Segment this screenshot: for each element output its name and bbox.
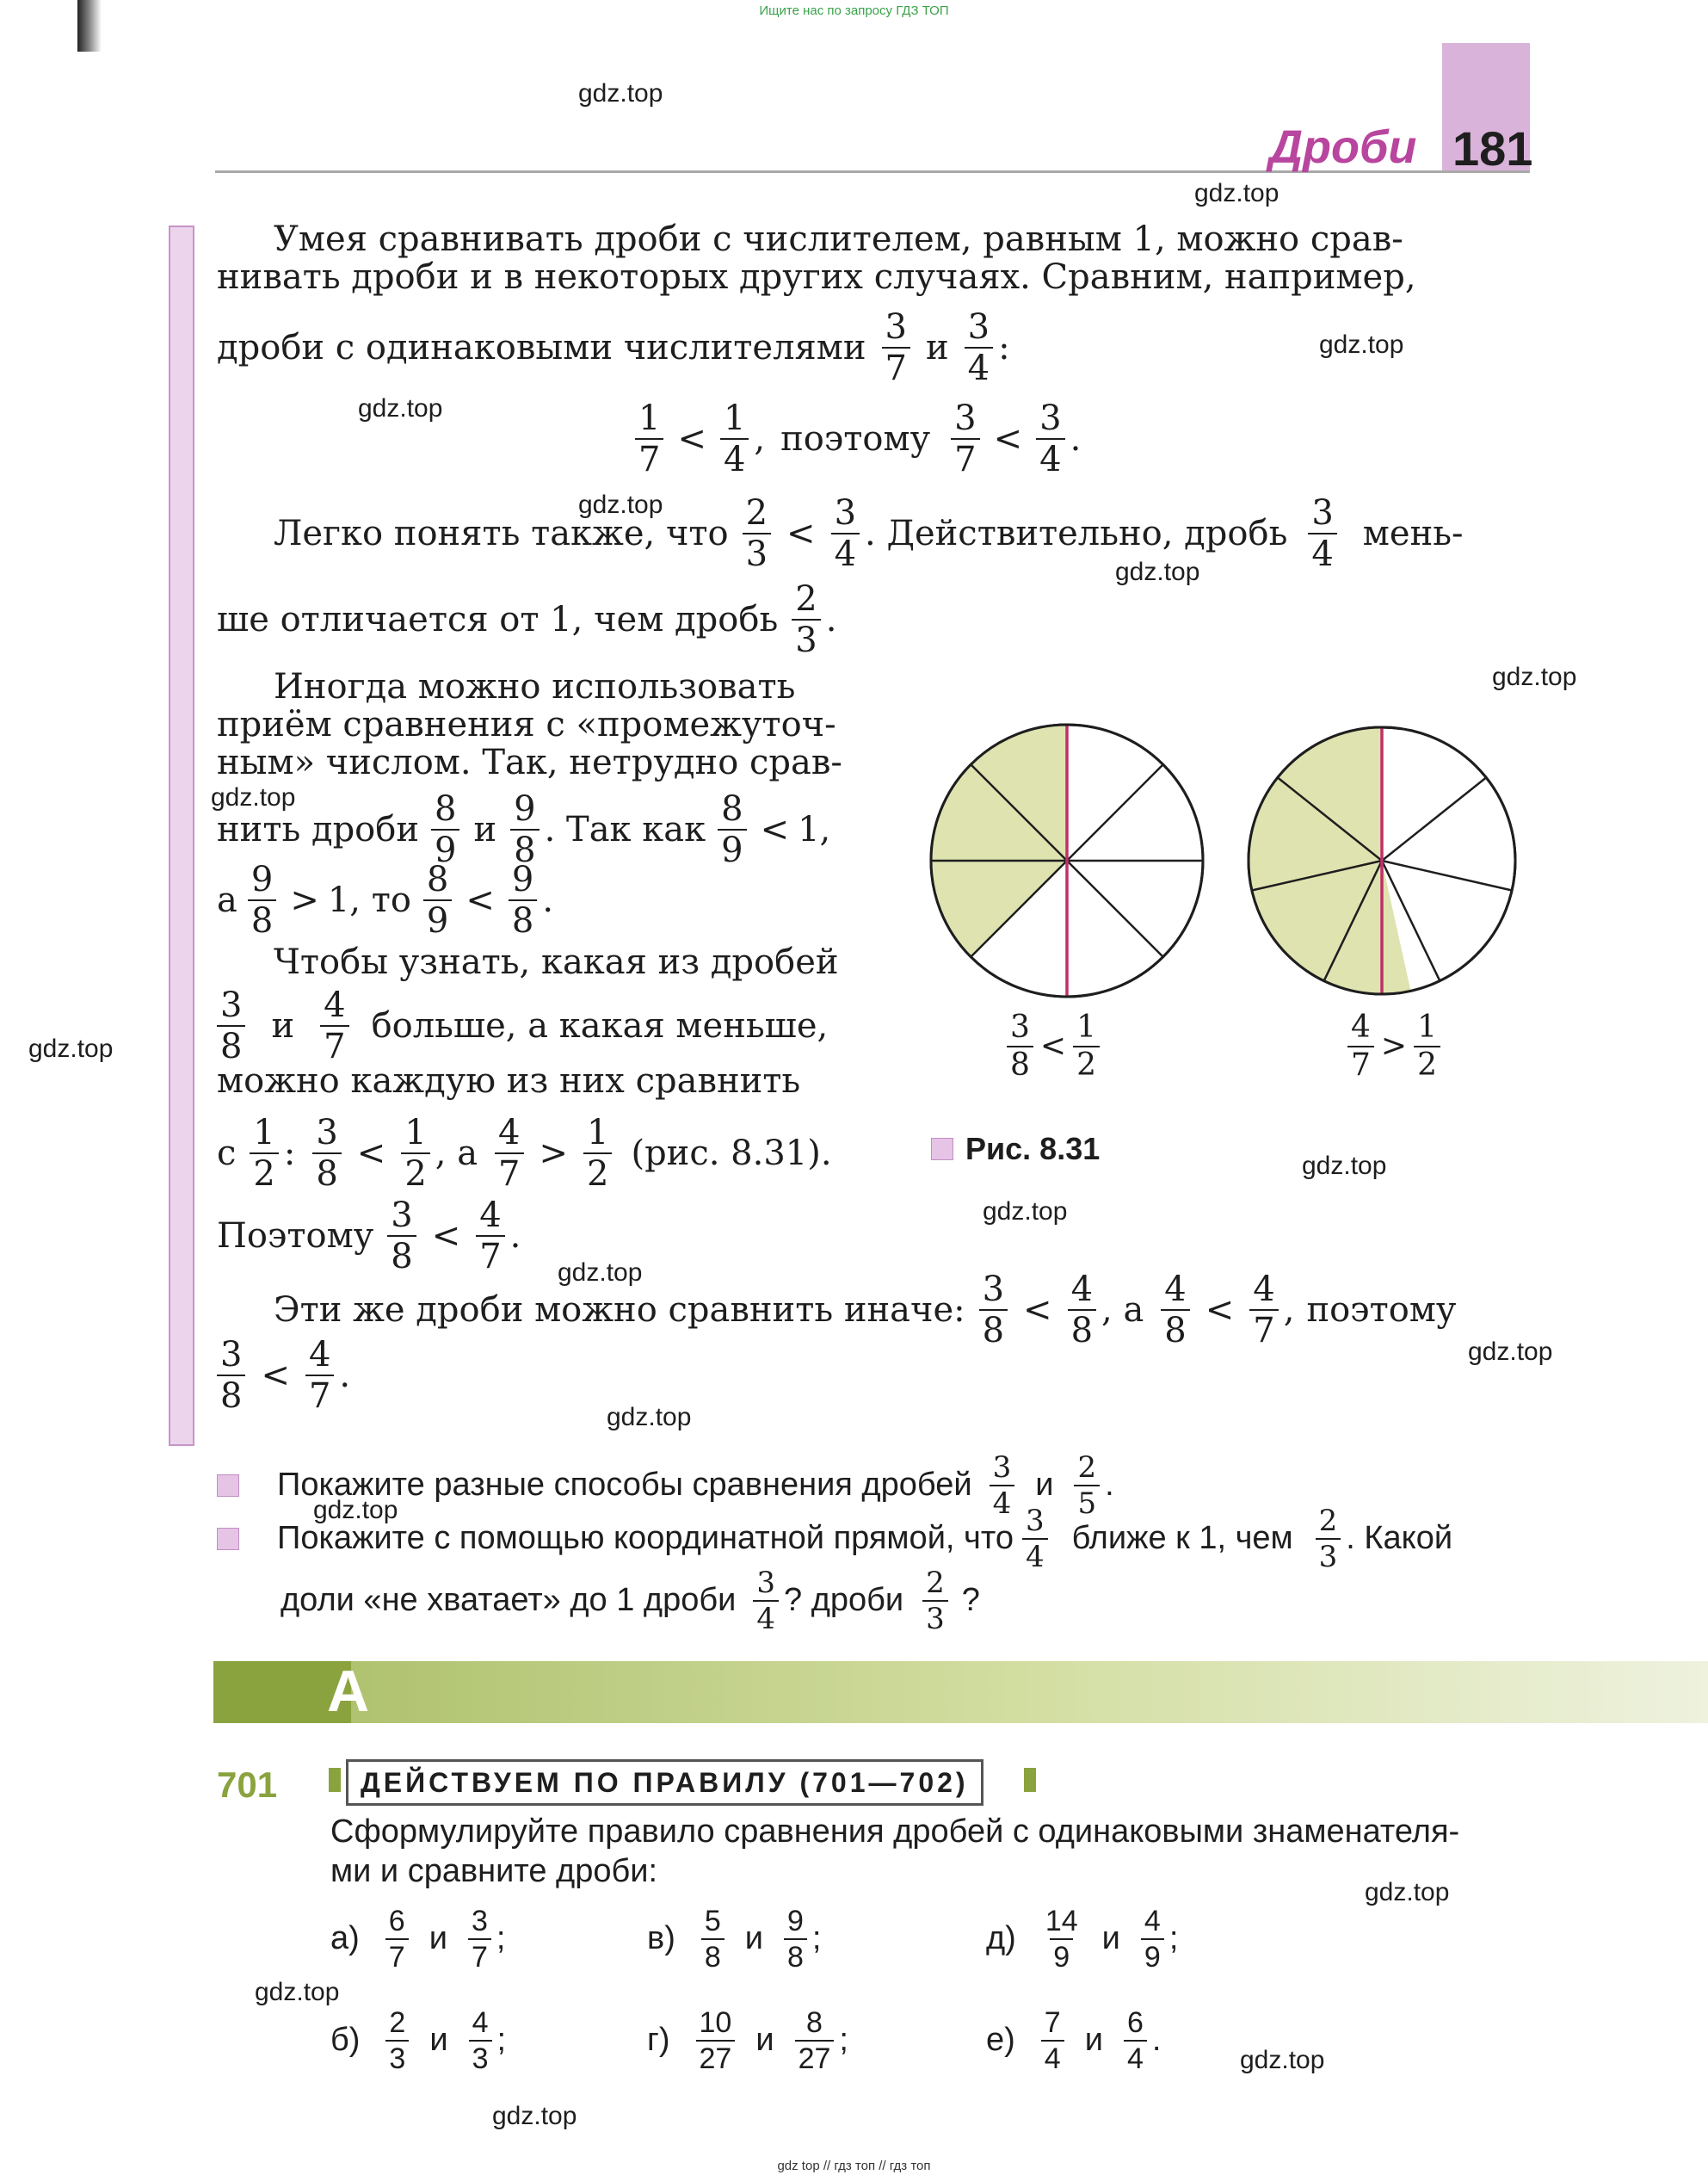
text: мень- bbox=[1362, 514, 1464, 553]
question-marker bbox=[217, 1528, 239, 1550]
text: > bbox=[290, 880, 319, 920]
fraction: $\frac{4}{8}$ bbox=[1068, 1272, 1096, 1348]
exercise-item bbox=[647, 2002, 848, 2079]
numerator: 2 bbox=[389, 2006, 406, 2039]
denominator: 3 bbox=[385, 2040, 409, 2073]
bottom-note: gdz top // гдз топ // гдз топ bbox=[777, 2159, 931, 2173]
pie-sevenths bbox=[1249, 727, 1515, 994]
text: . bbox=[339, 1356, 351, 1395]
item-label: в) bbox=[647, 1920, 675, 1957]
fraction: $\frac{4}{7}$ bbox=[320, 988, 348, 1064]
item-label: г) bbox=[647, 2022, 670, 2059]
rule-marker bbox=[1024, 1768, 1036, 1792]
watermark: gdz.top bbox=[1302, 1152, 1387, 1180]
fraction: $\frac{3}{4}$ bbox=[1022, 1506, 1048, 1572]
text: Легко понять также, что bbox=[274, 514, 729, 553]
item-label: д) bbox=[986, 1920, 1016, 1957]
fraction: $\frac{1}{7}$ bbox=[635, 401, 663, 477]
figure-label-left bbox=[1007, 1009, 1100, 1084]
text: . bbox=[542, 880, 554, 920]
text: < bbox=[786, 514, 816, 553]
text: ; bbox=[811, 1920, 822, 1957]
fraction: $\frac{3}{8}$ bbox=[979, 1272, 1008, 1348]
text: Покажите с помощью координатной прямой, что bbox=[277, 1520, 1014, 1557]
fraction: $\frac{3}{4}$ bbox=[965, 310, 993, 386]
fraction bbox=[385, 2008, 409, 2073]
item-label: б) bbox=[330, 2022, 361, 2059]
numerator: 6 bbox=[388, 1905, 405, 1937]
side-bar bbox=[169, 226, 194, 1446]
text: и bbox=[1084, 2022, 1103, 2059]
text: и bbox=[429, 1920, 447, 1957]
figure-caption bbox=[931, 1131, 1100, 1167]
text: и bbox=[473, 810, 497, 850]
page-number: 181 bbox=[1452, 121, 1533, 176]
text: < bbox=[356, 1134, 386, 1173]
text: ше отличается от 1, чем дробь bbox=[217, 600, 779, 639]
fraction bbox=[1041, 2008, 1064, 2073]
fraction: $\frac{4}{7}$ bbox=[476, 1198, 504, 1274]
fraction: $\frac{2}{3}$ bbox=[1316, 1506, 1341, 1572]
text: . bbox=[509, 1216, 521, 1256]
watermark: gdz.top bbox=[1365, 1878, 1450, 1906]
fraction: $\frac{1}{4}$ bbox=[720, 401, 749, 477]
page-corner-shadow bbox=[77, 0, 102, 52]
numerator: 14 bbox=[1045, 1905, 1078, 1937]
fraction: $\frac{3}{8}$ bbox=[217, 1338, 245, 1413]
text: , а bbox=[435, 1134, 478, 1173]
text-line: Чтобы узнать, какая из дробей bbox=[274, 942, 839, 982]
text: , bbox=[754, 419, 766, 459]
text: > bbox=[1380, 1029, 1408, 1064]
watermark: gdz.top bbox=[578, 79, 663, 108]
numerator: 8 bbox=[806, 2006, 823, 2039]
text-line bbox=[217, 788, 830, 871]
text: < bbox=[431, 1216, 461, 1256]
denominator: 7 bbox=[468, 1938, 491, 1972]
denominator: 4 bbox=[1124, 2040, 1147, 2073]
rule-marker bbox=[329, 1768, 341, 1792]
watermark: gdz.top bbox=[1319, 331, 1404, 359]
exercise-item bbox=[330, 1900, 505, 1978]
figure-label-right bbox=[1347, 1009, 1440, 1084]
text: . bbox=[825, 600, 837, 639]
text: больше, а какая меньше, bbox=[371, 1006, 829, 1046]
exercise-item bbox=[647, 1900, 821, 1978]
question-marker bbox=[217, 1474, 239, 1497]
text: < bbox=[1205, 1290, 1235, 1330]
numerator: 5 bbox=[704, 1905, 721, 1937]
text: < bbox=[677, 419, 706, 459]
text: ; bbox=[496, 1920, 506, 1957]
denominator: 27 bbox=[696, 2040, 736, 2073]
fraction: $\frac{4}{7}$ bbox=[1347, 1012, 1374, 1081]
fraction: $\frac{8}{9}$ bbox=[423, 862, 452, 938]
exercise-item bbox=[330, 2002, 506, 2079]
text: . bbox=[1070, 419, 1082, 459]
watermark: gdz.top bbox=[1194, 179, 1279, 207]
text-line bbox=[217, 1196, 521, 1276]
denominator: 9 bbox=[1141, 1938, 1164, 1972]
text: ближе к 1, чем bbox=[1071, 1520, 1293, 1557]
exercise-number: 701 bbox=[217, 1764, 278, 1805]
text: , bbox=[1283, 1290, 1295, 1330]
exercise-text: ми и сравните дроби: bbox=[330, 1853, 658, 1889]
text-line: ным» числом. Так, нетрудно срав- bbox=[217, 743, 842, 782]
text: поэтому bbox=[1306, 1290, 1457, 1330]
text-line bbox=[217, 986, 828, 1066]
fraction bbox=[1141, 1906, 1164, 1972]
watermark: gdz.top bbox=[358, 394, 443, 423]
text-line bbox=[217, 1112, 832, 1195]
numerator: 3 bbox=[471, 1905, 488, 1937]
fraction: $\frac{2}{3}$ bbox=[743, 496, 771, 572]
text-line: можно каждую из них сравнить bbox=[217, 1061, 801, 1101]
text: поэтому bbox=[780, 419, 931, 459]
text: > bbox=[539, 1134, 569, 1173]
fraction: $\frac{3}{4}$ bbox=[1308, 496, 1336, 572]
numerator: 6 bbox=[1126, 2006, 1144, 2039]
text-line bbox=[217, 308, 1010, 387]
caption-text: Рис. 8.31 bbox=[965, 1131, 1101, 1166]
fraction: $\frac{8}{9}$ bbox=[431, 792, 459, 868]
fraction: $\frac{4}{8}$ bbox=[1161, 1272, 1189, 1348]
fraction: $\frac{1}{2}$ bbox=[1414, 1012, 1440, 1081]
denominator: 8 bbox=[701, 1938, 725, 1972]
section-letter: А bbox=[327, 1659, 370, 1724]
fraction bbox=[1042, 1906, 1082, 1972]
text: < bbox=[1039, 1029, 1067, 1064]
text: Покажите разные способы сравнения дробей bbox=[277, 1467, 972, 1504]
fraction: $\frac{9}{8}$ bbox=[510, 792, 539, 868]
item-label: е) bbox=[986, 2022, 1015, 2059]
fraction: $\frac{2}{3}$ bbox=[922, 1568, 948, 1634]
text-line bbox=[217, 1336, 350, 1415]
text: (рис. 8.31). bbox=[631, 1134, 832, 1173]
text-line: нивать дроби и в некоторых других случаях. Сравним, например, bbox=[217, 257, 1416, 297]
text: Эти же дроби можно сравнить иначе: bbox=[274, 1290, 965, 1330]
fraction: $\frac{9}{8}$ bbox=[509, 862, 537, 938]
fraction: $\frac{3}{8}$ bbox=[387, 1198, 416, 1274]
text-line: Иногда можно использовать bbox=[274, 667, 796, 707]
fraction: $\frac{1}{2}$ bbox=[583, 1115, 612, 1191]
text: < bbox=[261, 1356, 290, 1395]
text: 1 bbox=[798, 810, 820, 850]
text-line bbox=[274, 492, 1464, 575]
denominator: 27 bbox=[795, 2040, 835, 2073]
text: и bbox=[925, 328, 949, 368]
watermark: gdz.top bbox=[983, 1197, 1068, 1226]
text: 1, то bbox=[327, 880, 411, 920]
caption-marker bbox=[931, 1138, 953, 1160]
text: . bbox=[1151, 2022, 1162, 2059]
fraction: $\frac{1}{2}$ bbox=[1073, 1012, 1100, 1081]
fraction bbox=[701, 1906, 725, 1972]
text: < bbox=[760, 810, 790, 850]
rule-title bbox=[346, 1759, 983, 1806]
fraction: $\frac{3}{8}$ bbox=[1007, 1012, 1033, 1081]
numerator: 4 bbox=[1144, 1905, 1161, 1937]
fraction: $\frac{2}{3}$ bbox=[792, 582, 820, 658]
fraction bbox=[468, 1906, 491, 1972]
text: нить дроби bbox=[217, 810, 419, 850]
chapter-title: Дроби bbox=[1269, 121, 1417, 173]
pie-eighths bbox=[931, 725, 1203, 997]
text: ? дроби bbox=[784, 1582, 904, 1619]
text: а bbox=[217, 880, 237, 920]
watermark: gdz.top bbox=[558, 1258, 643, 1287]
text: . Какой bbox=[1346, 1520, 1453, 1557]
fraction: $\frac{3}{7}$ bbox=[951, 401, 979, 477]
formula-line bbox=[630, 398, 1081, 480]
fraction bbox=[1124, 2008, 1147, 2073]
fraction: $\frac{3}{4}$ bbox=[1036, 401, 1064, 477]
numerator: 4 bbox=[472, 2006, 489, 2039]
text-line bbox=[217, 578, 836, 661]
text: . Так как bbox=[544, 810, 706, 850]
text: и bbox=[755, 2022, 774, 2059]
fraction: $\frac{4}{7}$ bbox=[305, 1338, 334, 1413]
text: < bbox=[466, 880, 495, 920]
text-line: Умея сравнивать дроби с числителем, равным 1, можно срав- bbox=[274, 219, 1403, 259]
text: и bbox=[271, 1006, 295, 1046]
text-line: приём сравнения с «промежуточ- bbox=[217, 705, 836, 745]
fraction: $\frac{1}{2}$ bbox=[250, 1115, 278, 1191]
fraction: $\frac{4}{7}$ bbox=[495, 1115, 523, 1191]
watermark: gdz.top bbox=[578, 491, 663, 519]
watermark: gdz.top bbox=[607, 1403, 692, 1431]
watermark: gdz.top bbox=[313, 1496, 398, 1524]
rule-title-text: ДЕЙСТВУЕМ ПО ПРАВИЛУ (701—702) bbox=[361, 1766, 969, 1798]
watermark: gdz.top bbox=[1240, 2046, 1325, 2074]
top-note: Ищите нас по запросу ГДЗ ТОП bbox=[759, 3, 949, 18]
fraction: $\frac{3}{8}$ bbox=[312, 1115, 341, 1191]
fraction: $\frac{3}{4}$ bbox=[753, 1568, 779, 1634]
watermark: gdz.top bbox=[492, 2102, 577, 2130]
denominator: 8 bbox=[784, 1938, 807, 1972]
fraction: $\frac{3}{7}$ bbox=[882, 310, 910, 386]
fraction: $\frac{1}{2}$ bbox=[401, 1115, 429, 1191]
text: , а bbox=[1101, 1290, 1144, 1330]
text-line bbox=[274, 1269, 1456, 1351]
text: и bbox=[1035, 1467, 1054, 1504]
item-label: а) bbox=[330, 1920, 360, 1957]
text: , bbox=[819, 810, 831, 850]
denominator: 3 bbox=[469, 2040, 492, 2073]
text: ? bbox=[961, 1582, 980, 1619]
text: < bbox=[993, 419, 1023, 459]
text: ; bbox=[496, 2022, 507, 2059]
question-2-cont bbox=[281, 1565, 980, 1637]
text: : bbox=[998, 328, 1010, 368]
text: доли «не хватает» до 1 дроби bbox=[281, 1582, 737, 1619]
text: . bbox=[1105, 1467, 1114, 1504]
watermark: gdz.top bbox=[28, 1035, 114, 1063]
denominator: 7 bbox=[385, 1938, 409, 1972]
fraction: $\frac{4}{7}$ bbox=[1249, 1272, 1278, 1348]
text: . Действительно, дробь bbox=[865, 514, 1288, 553]
denominator: 9 bbox=[1050, 1938, 1073, 1972]
fraction: $\frac{3}{8}$ bbox=[217, 988, 245, 1064]
text: дроби с одинаковыми числителями bbox=[217, 328, 866, 368]
fraction bbox=[784, 1906, 807, 1972]
rule-marker-left bbox=[329, 1768, 341, 1792]
denominator: 4 bbox=[1041, 2040, 1064, 2073]
fraction: $\frac{3}{4}$ bbox=[831, 496, 860, 572]
text: с bbox=[217, 1134, 237, 1173]
fraction: $\frac{3}{4}$ bbox=[990, 1453, 1015, 1518]
numerator: 7 bbox=[1044, 2006, 1061, 2039]
watermark: gdz.top bbox=[1492, 663, 1577, 691]
watermark: gdz.top bbox=[255, 1978, 340, 2006]
text: < bbox=[1023, 1290, 1052, 1330]
text-line bbox=[217, 861, 553, 940]
exercise-item bbox=[986, 2002, 1161, 2079]
text: и bbox=[1101, 1920, 1120, 1957]
text: и bbox=[429, 2022, 448, 2059]
numerator: 9 bbox=[787, 1905, 804, 1937]
text: ; bbox=[1168, 1920, 1179, 1957]
fraction bbox=[469, 2008, 492, 2073]
fraction bbox=[696, 2008, 736, 2073]
text: ; bbox=[839, 2022, 848, 2059]
text: : bbox=[283, 1134, 296, 1173]
fraction bbox=[385, 1906, 409, 1972]
figure-pie-charts bbox=[921, 719, 1540, 1003]
fraction: $\frac{8}{9}$ bbox=[718, 792, 746, 868]
watermark: gdz.top bbox=[1115, 558, 1200, 586]
rule-marker-right bbox=[1024, 1768, 1036, 1792]
fraction bbox=[795, 2008, 835, 2073]
text: Поэтому bbox=[217, 1216, 374, 1256]
text: и bbox=[744, 1920, 763, 1957]
exercise-text: Сформулируйте правило сравнения дробей с одинаковыми знаменателя- bbox=[330, 1813, 1460, 1850]
exercise-item bbox=[986, 1900, 1178, 1978]
watermark: gdz.top bbox=[1468, 1338, 1553, 1366]
numerator: 10 bbox=[699, 2006, 732, 2039]
section-band bbox=[213, 1661, 1708, 1723]
fraction: $\frac{9}{8}$ bbox=[248, 862, 276, 938]
watermark: gdz.top bbox=[211, 783, 296, 812]
fraction: $\frac{2}{5}$ bbox=[1074, 1453, 1100, 1518]
